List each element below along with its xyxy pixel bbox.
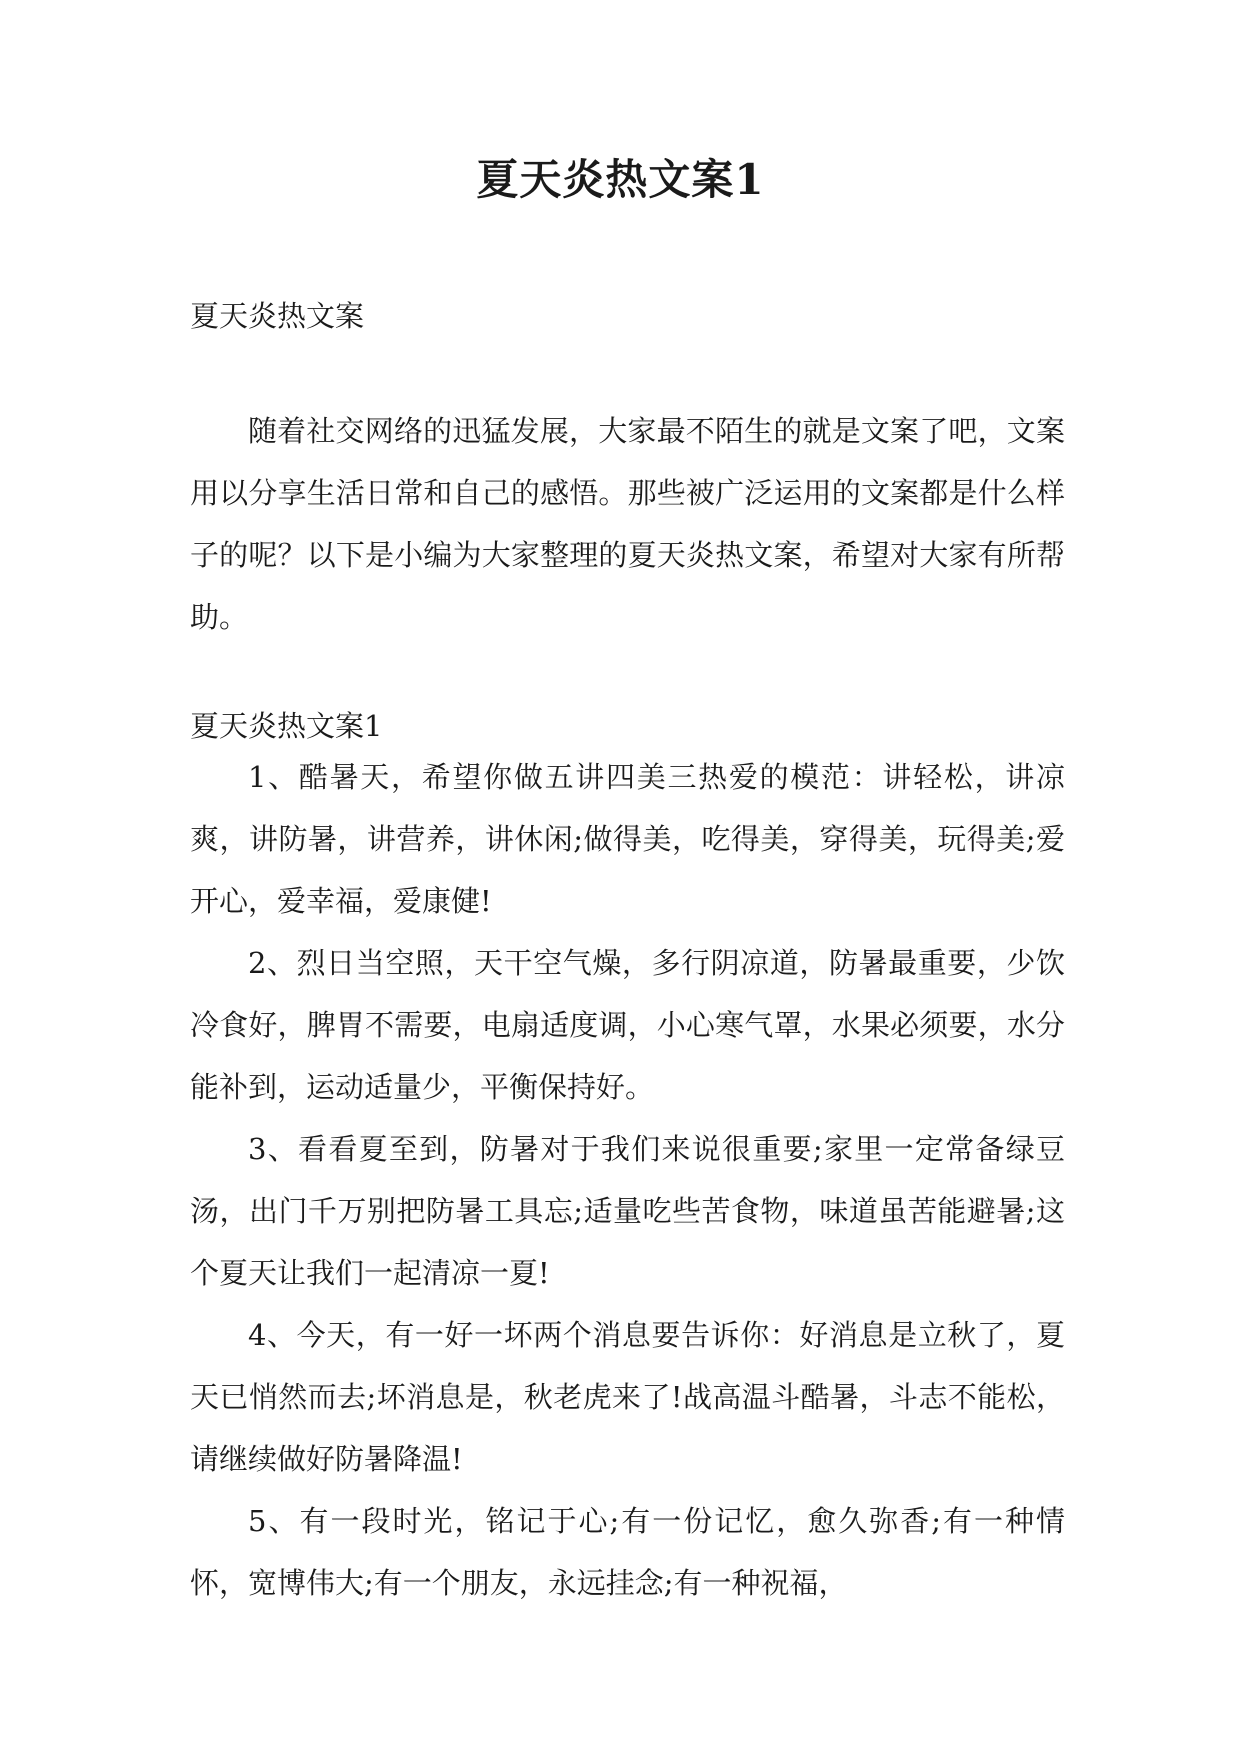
section-heading: 夏天炎热文案1 bbox=[190, 709, 383, 743]
list-item: 2、烈日当空照，天干空气燥，多行阴凉道，防暑最重要，少饮冷食好，脾胃不需要，电扇适度调，小心寒气罩，水果必须要，水分能补到，运动适量少，平衡保持好。 bbox=[190, 946, 1065, 1104]
list-item: 3、看看夏至到，防暑对于我们来说很重要;家里一定常备绿豆汤，出门千万别把防暑工具忘;适量吃些苦食物，味道虽苦能避暑;这个夏天让我们一起清凉一夏! bbox=[190, 1132, 1065, 1290]
list-item: 5、有一段时光，铭记于心;有一份记忆，愈久弥香;有一种情怀，宽博伟大;有一个朋友，永远挂念;有一种祝福， bbox=[190, 1504, 1065, 1600]
list-item: 1、酷暑天，希望你做五讲四美三热爱的模范：讲轻松，讲凉爽，讲防暑，讲营养，讲休闲;做得美，吃得美，穿得美，玩得美;爱开心，爱幸福，爱康健! bbox=[190, 760, 1065, 918]
intro-heading: 夏天炎热文案 bbox=[190, 299, 365, 333]
list-item: 4、今天，有一好一坏两个消息要告诉你：好消息是立秋了，夏天已悄然而去;坏消息是，秋老虎来了!战高温斗酷暑，斗志不能松，请继续做好防暑降温! bbox=[190, 1318, 1065, 1476]
document-title: 夏天炎热文案1 bbox=[476, 155, 765, 204]
intro-paragraph: 随着社交网络的迅猛发展，大家最不陌生的就是文案了吧，文案用以分享生活日常和自己的感悟。那些被广泛运用的文案都是什么样子的呢？以下是小编为大家整理的夏天炎热文案，希望对大家有所帮助。 bbox=[190, 414, 1065, 634]
